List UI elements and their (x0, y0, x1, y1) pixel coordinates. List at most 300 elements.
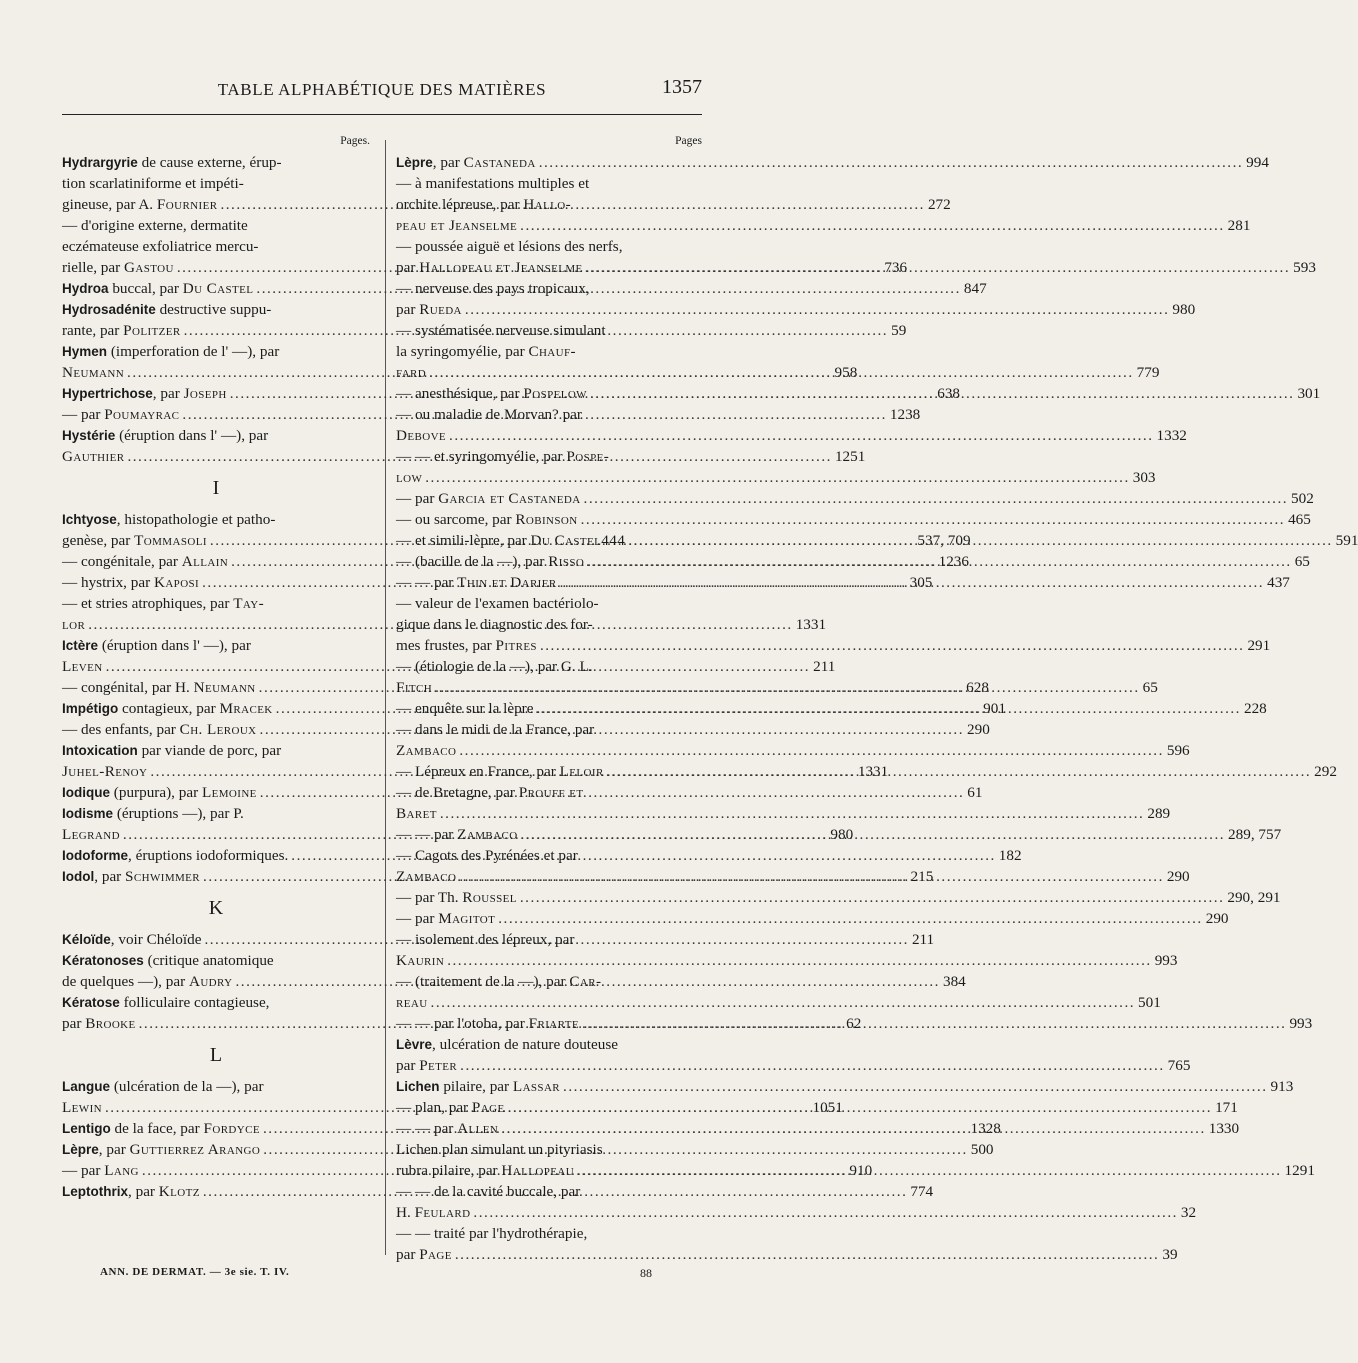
entry-text (396, 404, 582, 425)
page-reference: 211 (911, 931, 935, 948)
entry-text (396, 887, 517, 908)
entry-text (396, 173, 589, 194)
page-reference: 211 (813, 658, 836, 675)
entry-author: reau (396, 994, 428, 1011)
dot-leader (577, 1160, 1281, 1181)
entry-description: de la face, par (110, 1120, 204, 1137)
entry-author: Hallopeau et Jeanselme (419, 259, 583, 276)
entry-author: Lassar (512, 1078, 561, 1095)
entry-description: (éruption dans l' —), par (98, 637, 251, 654)
index-entry-line (396, 719, 702, 740)
entry-text (396, 845, 578, 866)
entry-author: Chauf- (528, 343, 576, 360)
entry-author: Zambaco (396, 868, 457, 885)
page-reference: 910 (849, 1162, 873, 1179)
dot-leader (498, 908, 1202, 929)
entry-description: par (396, 1057, 420, 1074)
page-reference: 638 (937, 385, 961, 402)
dot-leader (465, 299, 1169, 320)
entry-text (62, 278, 253, 299)
page-reference: 290 (967, 721, 990, 738)
entry-text (62, 929, 201, 950)
entry-description: — Cagots des Pyrénées et par (396, 847, 578, 864)
entry-author: Leloir (559, 763, 604, 780)
entry-text (62, 1076, 264, 1097)
entry-headword: Lèpre (396, 155, 433, 170)
entry-description: orchite lépreuse, par (396, 196, 524, 213)
entry-text (62, 509, 275, 530)
dot-leader (508, 1097, 1212, 1118)
entry-description: — par Th. (396, 889, 463, 906)
dot-leader (460, 1055, 1164, 1076)
entry-description: , par (432, 154, 464, 171)
index-entry-line (396, 1244, 1178, 1265)
entry-description: — par (396, 910, 439, 927)
entry-text (396, 467, 422, 488)
entry-description: (éruption dans l' —), par (115, 427, 269, 444)
entry-text (62, 950, 274, 971)
dot-leader (536, 698, 1240, 719)
entry-text (396, 593, 599, 614)
page-reference: 502 (1291, 490, 1314, 507)
entry-headword: Intoxication (62, 743, 138, 758)
entry-author: Roussel (462, 889, 517, 906)
index-entry-line (396, 488, 1314, 509)
entry-author: Debove (396, 427, 447, 444)
entry-author: Politzer (123, 322, 181, 339)
entry-text (62, 152, 282, 173)
entry-author: Mracek (219, 700, 273, 717)
entry-text (396, 1244, 452, 1265)
entry-text (396, 572, 557, 593)
page-reference: 980 (830, 826, 854, 843)
entry-text (62, 845, 288, 866)
dot-leader (539, 152, 1243, 173)
entry-text (62, 614, 85, 635)
entry-text (62, 1181, 200, 1202)
entry-description: , par (94, 868, 126, 885)
page-reference: 537, 709 (917, 532, 971, 549)
entry-description: — congénitale, par (62, 553, 182, 570)
entry-description: contagieux, par (118, 700, 220, 717)
entry-text (62, 320, 181, 341)
entry-text (396, 488, 581, 509)
page-reference: 847 (963, 280, 987, 297)
footer-journal: ANN. DE DERMAT. — 3e sie. T. IV. (100, 1266, 290, 1278)
entry-description: rielle, par (62, 259, 124, 276)
entry-author: Lang (104, 1162, 139, 1179)
entry-text (62, 530, 207, 551)
entry-text (62, 215, 248, 236)
entry-text (62, 194, 217, 215)
entry-text (62, 572, 199, 593)
entry-description: — — par (396, 1120, 458, 1137)
running-title: TABLE ALPHABÉTIQUE DES MATIÈRES (217, 80, 547, 99)
entry-author: Page (419, 1246, 452, 1263)
entry-headword: Hystérie (62, 428, 116, 443)
index-entry-line (396, 782, 702, 803)
entry-author: Neumann (193, 679, 256, 696)
dot-leader (425, 467, 1129, 488)
entry-text (62, 425, 268, 446)
entry-text (62, 824, 120, 845)
entry-text (396, 866, 456, 887)
entry-author: Lewin (62, 1099, 102, 1116)
entry-text (396, 824, 518, 845)
page-reference: 1238 (889, 406, 921, 423)
entry-description: , ulcération de nature douteuse (432, 1036, 619, 1053)
entry-text (396, 257, 583, 278)
entry-text (62, 761, 147, 782)
dot-leader (584, 488, 1288, 509)
entry-text (396, 1076, 560, 1097)
index-entry-line (62, 425, 370, 446)
entry-text (396, 719, 594, 740)
page-reference: 994 (1246, 154, 1269, 171)
entry-text (62, 1160, 139, 1181)
page-reference: 289 (1147, 805, 1171, 822)
entry-description: , histopathologie et patho- (116, 511, 276, 528)
entry-headword: Ichtyose (62, 512, 117, 527)
index-entry-line (62, 635, 370, 656)
entry-headword: Lèpre (62, 1142, 99, 1157)
entry-description: — — de la cavité buccale, par (396, 1183, 581, 1200)
index-entry-line (62, 950, 370, 971)
entry-description: eczémateuse exfoliatrice mercu- (62, 238, 259, 255)
entry-author: Pospe- (566, 448, 610, 465)
entry-description: — dans le midi de la France, par (396, 721, 595, 738)
entry-author: Fitch (396, 679, 433, 696)
page-reference: 39 (1162, 1246, 1178, 1263)
entry-author: Gauthier (62, 448, 125, 465)
index-entry-line (396, 1223, 702, 1244)
page-reference: 993 (1154, 952, 1178, 969)
entry-text (62, 1118, 260, 1139)
entry-description: — d'origine externe, dermatite (62, 217, 248, 234)
entry-author: Garcia et Castaneda (438, 490, 581, 507)
entry-author: Poumayrac (104, 406, 180, 423)
entry-text (396, 362, 426, 383)
entry-description: genèse, par (62, 532, 135, 549)
entry-headword: Langue (62, 1079, 111, 1094)
entry-text (396, 236, 623, 257)
entry-description: par (396, 259, 420, 276)
entry-text (62, 362, 124, 383)
entry-author: Fournier (156, 196, 218, 213)
entry-author: Neumann (62, 364, 125, 381)
entry-text (396, 992, 428, 1013)
entry-text (62, 236, 258, 257)
index-entry-line (396, 803, 1171, 824)
index-entry-line (396, 593, 702, 614)
entry-description: destructive suppu- (155, 301, 272, 318)
page-reference: 1291 (1284, 1162, 1315, 1179)
index-entry-line (396, 446, 702, 467)
entry-description: — (bacille de la —), par (396, 553, 549, 570)
entry-description: (imperforation de l' —), par (107, 343, 280, 360)
entry-author: Leven (62, 658, 103, 675)
entry-description: rubra pilaire, par (396, 1162, 502, 1179)
entry-author: Risso (548, 553, 585, 570)
entry-description: buccal, par (108, 280, 183, 297)
dot-leader (455, 1244, 1159, 1265)
page-reference: 1332 (1156, 427, 1187, 444)
index-entry-line (62, 341, 370, 362)
entry-headword: Impétigo (62, 701, 119, 716)
entry-text (62, 299, 271, 320)
entry-author: Peter (419, 1057, 458, 1074)
page-reference: 61 (967, 784, 983, 801)
entry-description: par (396, 1246, 420, 1263)
entry-text (62, 173, 244, 194)
entry-headword: Hypertrichose (62, 386, 153, 401)
dot-leader (590, 383, 1294, 404)
entry-author: Zambaco (457, 826, 518, 843)
page-reference: 305 (909, 574, 933, 591)
entry-author: Baret (396, 805, 437, 822)
entry-description: — enquête sur la lèpre (396, 700, 534, 717)
page-reference: 980 (1172, 301, 1196, 318)
entry-author: Thin et Darier (457, 574, 557, 591)
page-reference: 1236 (938, 553, 969, 570)
entry-author: Gastou (123, 259, 174, 276)
dot-leader (440, 803, 1144, 824)
index-entry-line (62, 152, 370, 173)
entry-headword: Leptothrix (62, 1184, 128, 1199)
dot-leader (435, 677, 1139, 698)
page-reference: 465 (1288, 511, 1311, 528)
pages-header: Pages (675, 135, 702, 147)
dot-leader (501, 1118, 1205, 1139)
entry-text (396, 215, 517, 236)
page-reference: 1331 (795, 616, 827, 633)
entry-author: Du Castel (182, 280, 254, 297)
page-reference: 1051 (812, 1099, 843, 1116)
entry-author: fard (396, 364, 427, 381)
page-reference: 993 (1289, 1015, 1313, 1032)
entry-description: (éruptions —), par P. (113, 805, 244, 822)
entry-description: — par (62, 406, 105, 423)
index-entry-line (396, 929, 702, 950)
entry-description: par viande de porc, par (137, 742, 282, 759)
entry-author: Kaposi (153, 574, 200, 591)
page-reference: 228 (1243, 700, 1267, 717)
entry-headword: Kéloïde (62, 932, 111, 947)
dot-leader (473, 1202, 1177, 1223)
entry-author: Tay- (233, 595, 265, 612)
entry-text (62, 866, 200, 887)
index-entry-line (62, 992, 370, 1013)
entry-text (396, 1118, 498, 1139)
entry-text (396, 908, 495, 929)
entry-author: Joseph (183, 385, 227, 402)
entry-text (396, 950, 444, 971)
index-entry-line (396, 509, 1311, 530)
entry-author: Rueda (419, 301, 462, 318)
entry-headword: Hydrosadénite (62, 302, 156, 317)
entry-text (396, 1034, 618, 1055)
entry-headword: Iodol (62, 869, 95, 884)
entry-description: H. (396, 1204, 415, 1221)
page-reference: 291 (1247, 637, 1271, 654)
entry-headword: Hydroa (62, 281, 109, 296)
entry-description: rante, par (62, 322, 124, 339)
entry-author: Fordyce (203, 1120, 260, 1137)
dot-leader (447, 950, 1151, 971)
index-entry-line (396, 1202, 1197, 1223)
entry-headword: Iodoforme (62, 848, 128, 863)
header-rule (62, 114, 702, 115)
entry-author: Du Castel444 (530, 532, 626, 549)
index-entry-line (396, 236, 702, 257)
page-reference: 596 (1166, 742, 1190, 759)
entry-text (396, 698, 533, 719)
index-entry-line (396, 1181, 702, 1202)
entry-author: Allain (181, 553, 229, 570)
index-entry-line (396, 425, 1187, 446)
dot-leader (560, 572, 1264, 593)
page-reference: 774 (910, 1183, 934, 1200)
entry-headword: Lèvre (396, 1037, 433, 1052)
entry-description: gineuse, par A. (62, 196, 157, 213)
page-reference: 384 (942, 973, 966, 990)
entry-description: (critique anatomique (143, 952, 274, 969)
index-entry-line (62, 593, 370, 614)
entry-headword: Kératonoses (62, 953, 144, 968)
page-reference: 765 (1167, 1057, 1191, 1074)
dot-leader (520, 887, 1224, 908)
page-reference: 182 (998, 847, 1022, 864)
entry-text (62, 1013, 136, 1034)
entry-description: — par (62, 1162, 105, 1179)
index-entry-line (62, 740, 370, 761)
page-reference: 1328 (970, 1120, 1001, 1137)
index-entry-line (396, 404, 702, 425)
entry-author: Audry (188, 973, 233, 990)
entry-description: — ou maladie de Morvan? par (396, 406, 582, 423)
page-reference: 281 (1227, 217, 1251, 234)
page-reference: 628 (966, 679, 989, 696)
entry-description: — Lépreux en France, par (396, 763, 560, 780)
page-reference: 501 (1138, 994, 1161, 1011)
index-entry-line (396, 299, 1196, 320)
entry-text (396, 1139, 603, 1160)
entry-text (62, 740, 281, 761)
entry-headword: Hydrargyrie (62, 155, 138, 170)
entry-text (396, 509, 578, 530)
entry-description: — et stries atrophiques, par (62, 595, 234, 612)
entry-description: — (traitement de la —), par (396, 973, 570, 990)
entry-author: Hallopeau (501, 1162, 575, 1179)
page-reference: 292 (1314, 763, 1337, 780)
footer-signature: 88 (640, 1266, 652, 1280)
entry-text (396, 1160, 574, 1181)
index-entry-line (396, 740, 1190, 761)
entry-text (396, 803, 437, 824)
entry-description: , par (98, 1141, 130, 1158)
entry-author: Car- (569, 973, 602, 990)
entry-text (62, 446, 124, 467)
entry-description: tion scarlatiniforme et impéti- (62, 175, 244, 192)
entry-text (396, 1223, 587, 1244)
entry-text (396, 929, 574, 950)
entry-text (396, 1097, 505, 1118)
entry-description: pilaire, par (439, 1078, 513, 1095)
entry-author: Pospelow (523, 385, 587, 402)
entry-author: Kaurin (396, 952, 445, 969)
page-reference: 290, 291 (1227, 889, 1281, 906)
entry-text (62, 719, 257, 740)
entry-text (396, 614, 593, 635)
entry-description: Lichen plan simulant un pityriasis (396, 1141, 603, 1158)
entry-text (62, 383, 227, 404)
page-reference: 171 (1215, 1099, 1238, 1116)
index-entry-line (396, 278, 702, 299)
index-entry-line (62, 215, 370, 236)
entry-author: lor (62, 616, 86, 633)
entry-description: — anesthésique, par (396, 385, 524, 402)
page-number: 1357 (662, 76, 702, 98)
dot-leader (586, 257, 1290, 278)
entry-headword: Lentigo (62, 1121, 111, 1136)
entry-author: Magitot (438, 910, 496, 927)
entry-text (396, 1013, 579, 1034)
index-entry-line (396, 992, 1161, 1013)
entry-text (396, 425, 446, 446)
entry-description: — des enfants, par (62, 721, 180, 738)
entry-text (62, 971, 232, 992)
index-entry-line (396, 908, 1229, 929)
entry-text (62, 1097, 102, 1118)
entry-author: Brooke (85, 1015, 136, 1032)
page-header (62, 76, 702, 106)
entry-text (396, 635, 537, 656)
entry-author: Feulard (414, 1204, 471, 1221)
entry-description: — poussée aiguë et lésions des nerfs, (396, 238, 623, 255)
entry-description: gique dans le diagnostic des for- (396, 616, 593, 633)
entry-description: — hystrix, par (62, 574, 154, 591)
page-reference: 779 (1136, 364, 1160, 381)
entry-author: Hallo- (523, 196, 572, 213)
dot-leader (520, 215, 1224, 236)
entry-description: — à manifestations multiples et (396, 175, 590, 192)
entry-description: la syringomyélie, par (396, 343, 529, 360)
entry-text (396, 152, 536, 173)
page-reference: 290 (1166, 868, 1190, 885)
entry-text (62, 677, 256, 698)
index-entry-line (396, 215, 1251, 236)
entry-author: Pitres (495, 637, 537, 654)
page-reference: 32 (1180, 1204, 1197, 1221)
index-entry-line (396, 887, 1281, 908)
dot-leader (459, 740, 1163, 761)
entry-headword: Hymen (62, 344, 108, 359)
index-entry-line (62, 236, 370, 257)
entry-description: , voir Chéloïde (110, 931, 202, 948)
entry-author: Lemoine (201, 784, 257, 801)
entry-description: par (62, 1015, 86, 1032)
entry-text (62, 551, 228, 572)
entry-text (396, 761, 604, 782)
entry-text (62, 404, 179, 425)
entry-description: folliculaire contagieuse, (119, 994, 270, 1011)
entry-description: de quelques —), par (62, 973, 189, 990)
dot-leader (540, 635, 1244, 656)
entry-text (396, 551, 584, 572)
entry-text (396, 782, 583, 803)
entry-text (62, 257, 174, 278)
entry-description: — valeur de l'examen bactériolo- (396, 595, 599, 612)
